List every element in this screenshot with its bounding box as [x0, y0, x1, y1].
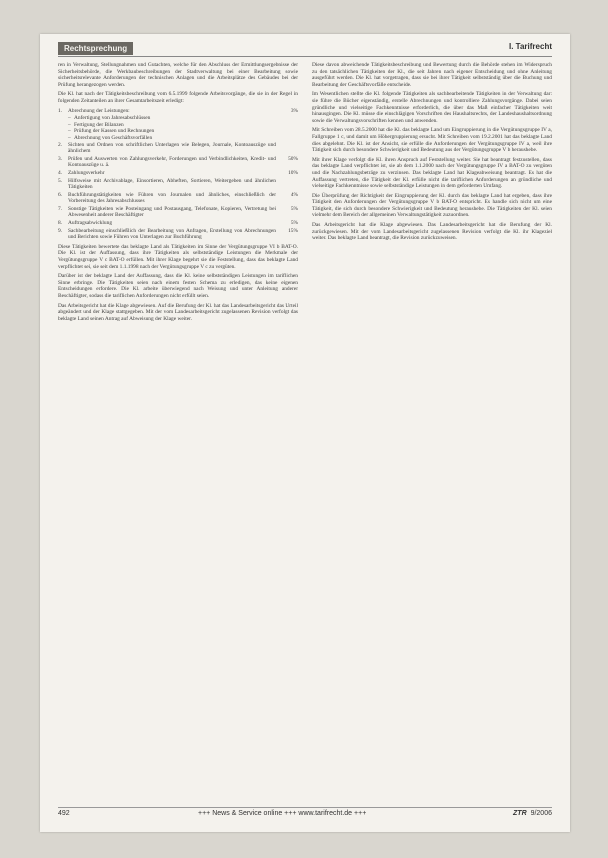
intro-paragraph: ren in Verwaltung, Stellungnahmen und Gutachten, welche für den Abschluss der Ermittlungsergebnisse der Sicherheitsbehörde, die Werkbaubeschreibungen der Stadtverwaltung bei einer Bearbeitung sowie sicherheitsrelevante Anforderungen der technischen Anlagen und die Arbeitsplätze des Gebäudes bei der Prüfung herangezogen werden.	[58, 62, 298, 88]
left-column	[58, 62, 298, 325]
page-number: 492	[58, 810, 70, 817]
list-item: 3. Prüfen und Auswerten von Zahlungsverkehr, Forderungen und Verbindlichkeiten, Kredit- und Kontoauszüge u. ä. 50%	[58, 155, 298, 169]
right-column	[312, 62, 552, 245]
item-percent: 3%	[290, 107, 298, 114]
item-text: Abrechnung der Leistungen:	[68, 107, 130, 114]
list-item: 9. Sachbearbeitung einschließlich der Bearbeitung von Anfragen, Erstellung von Abrechnungen und Berichten sowie Führen von Unterlagen zur Buchführung 15%	[58, 227, 298, 241]
header-divider	[58, 56, 552, 57]
page-footer	[58, 810, 552, 822]
list-bullet: – Prüfung der Kassen und Rechnungen	[68, 128, 155, 135]
paragraph: Die Kl. hat nach der Tätigkeitsbeschreibung vom 6.5.1999 folgende Arbeitsvorgänge, die sie in der Regel in folgenden Zeitanteilen an ihrer Gesamtarbeitszeit erledigt:	[58, 91, 298, 104]
list-item: 5. Hilfsweise mit Archivablage, Einsortieren, Abheften, Sortieren, Weitergeben und ähnlichen Tätigkeiten	[58, 177, 276, 191]
journal-logo: ZTR	[513, 810, 527, 817]
list-item	[58, 108, 298, 115]
footer-issue	[513, 810, 552, 817]
list-item: 2. Sichten und Ordnen von schriftlichen Unterlagen wie Belegen, Journale, Kontoauszüge und ähnlichem	[58, 141, 276, 155]
footer-divider	[58, 807, 552, 808]
list-item: 6. Buchführungstätigkeiten wie Führen von Journalen und ähnliches, einschließlich der Vorbereitung des Jahresabschlusses 4%	[58, 191, 298, 205]
list-bullet: – Fertigung der Bilanzen	[68, 121, 124, 128]
paragraph: Das Arbeitsgericht hat die Klage abgewiesen. Auf die Berufung der Kl. hat das Landesarbeitsgericht das Urteil abgeändert und der Klage stattgegeben. Mit der vom Landesarbeitsgericht zugelassenen Revision verfolgt das beklagte Land seinen Antrag auf Abweisung der Klage weiter.	[58, 302, 298, 322]
paragraph: Im Wesentlichen stellte die Kl. folgende Tätigkeiten als sachbearbeitende Tätigkeiten in der Verwaltung dar: sie führe die Bücher eigenständig, erstelle Abrechnungen und kontrolliere Zahlungsvorgänge. Dabei seien gründliche und vielseitige Fachkenntnisse erforderlich, die über das Maß einfacher Tätigkeiten weit hinausgingen. Die Kl. müsse die einschlägigen Vorschriften des Haushaltsrechts, der Landeshaushaltsordnung sowie die Verwaltungsvorschriften kennen und anwenden.	[312, 91, 552, 124]
page-header	[58, 42, 552, 56]
paragraph: Diese Tätigkeiten bewertete das beklagte Land als Tätigkeiten im Sinne der Vergütungsgruppe VI b BAT-O. Die Kl. ist der Auffassung, dass ihre Tätigkeiten als selbstständige Leistungen die Merkmale der Vergütungsgruppe V c BAT-O erfüllen. Mit ihrer Klage begehrt sie die Feststellung, dass das beklagte Land verpflichtet sei, sie seit dem 1.1.1998 nach der Vergütungsgruppe V c zu vergüten.	[58, 243, 298, 270]
document-page	[40, 34, 570, 832]
list-bullet: – Abrechnung von Geschäftsvorfällen	[68, 134, 153, 141]
list-item: 7. Sonstige Tätigkeiten wie Posteingang und Postausgang, Telefonate, Kopieren, Vertretung bei Abwesenheit anderer Beschäftigter 5%	[58, 205, 298, 219]
paragraph: Mit ihrer Klage verfolgt die Kl. ihren Anspruch auf Feststellung weiter. Sie hat beantragt festzustellen, dass das beklagte Land verpflichtet ist, sie ab dem 1.1.2000 nach der Vergütungsgruppe IV a BAT-O zu vergüten und die Nachzahlungsbeträge zu verzinsen. Das beklagte Land hat Klageabweisung beantragt. Es hat die Auffassung vertreten, die Tätigkeit der Kl. erfülle nicht die tariflichen Anforderungen an gründliche und vielseitige Fachkenntnisse sowie selbstständige Leistungen in dem geforderten Umfang.	[312, 156, 552, 190]
paragraph: Diese davon abweichende Tätigkeitsbeschreibung und Bewertung durch die Behörde stehen im Widerspruch zu den tatsächlichen Tätigkeiten der Kl., die seit Jahren nach eigener Entscheidung und ohne Anleitung ausgeführt werden. Die Kl. hat vorgetragen, dass sie bei ihrer Tätigkeit selbstständig über die Buchung und Bearbeitung der Geschäftsvorfälle entscheide.	[312, 62, 552, 88]
task-list	[58, 108, 298, 241]
paragraph: Darüber ist der beklagte Land der Auffassung, dass die Kl. keine selbstständigen Leistungen im tariflichen Sinne erbringe. Die Tätigkeiten seien nach einem festen Schema zu erledigen, das keine eigenen Entscheidungen erfordere. Die Kl. arbeite überwiegend nach Weisung und unter Anleitung anderer Beschäftigter, sodass die tariflichen Anforderungen nicht erfüllt seien.	[58, 273, 298, 299]
list-item: 4. Zahlungsverkehr 10%	[58, 169, 298, 176]
paragraph: Die Überprüfung der Richtigkeit der Eingruppierung der Kl. durch das beklagte Land hat ergeben, dass ihre Tätigkeit den Anforderungen der Vergütungsgruppe V b BAT-O entspricht. Es handle sich nicht um eine Tätigkeit, die sich durch besondere Schwierigkeit und Bedeutung heraushebe. Die Tätigkeiten der Kl. seien vielmehr dem Bereich der allgemeinen Verwaltungstätigkeit zuzuordnen.	[312, 192, 552, 219]
item-number: 1.	[58, 107, 63, 114]
footer-link-text[interactable]: +++ News & Service online +++ www.tarifrecht.de +++	[198, 810, 367, 817]
list-bullet: – Anfertigung von Jahresabschlüssen	[68, 115, 151, 122]
issue-number: 9/2006	[530, 810, 552, 817]
section-tag: Rechtsprechung	[58, 42, 133, 55]
paragraph: Das Arbeitsgericht hat die Klage abgewiesen. Das Landesarbeitsgericht hat die Berufung der Kl. zurückgewiesen. Mit der vom Landesarbeitsgericht zugelassenen Revision verfolgt die Kl. ihr Klageziel weiter. Das beklagte Land beantragt, die Revision zurückzuweisen.	[312, 222, 552, 242]
rubric-title: I. Tarifrecht	[509, 42, 552, 51]
list-item: 8. Auftragsabwicklung 5%	[58, 220, 298, 227]
paragraph: Mit Schreiben vom 28.5.2000 hat die Kl. das beklagte Land um Eingruppierung in die Vergütungsgruppe IV a, Fallgruppe 1 c, und damit um Höhergruppierung ersucht. Mit Schreiben vom 19.2.2001 hat das beklagte Land dies abgelehnt. Die Kl. ist der Ansicht, sie erfülle die Anforderungen der Vergütungsgruppe IV a, weil ihre Tätigkeit sich durch besondere Schwierigkeit und Bedeutung aus der Vergütungsgruppe V b heraushebe.	[312, 127, 552, 154]
